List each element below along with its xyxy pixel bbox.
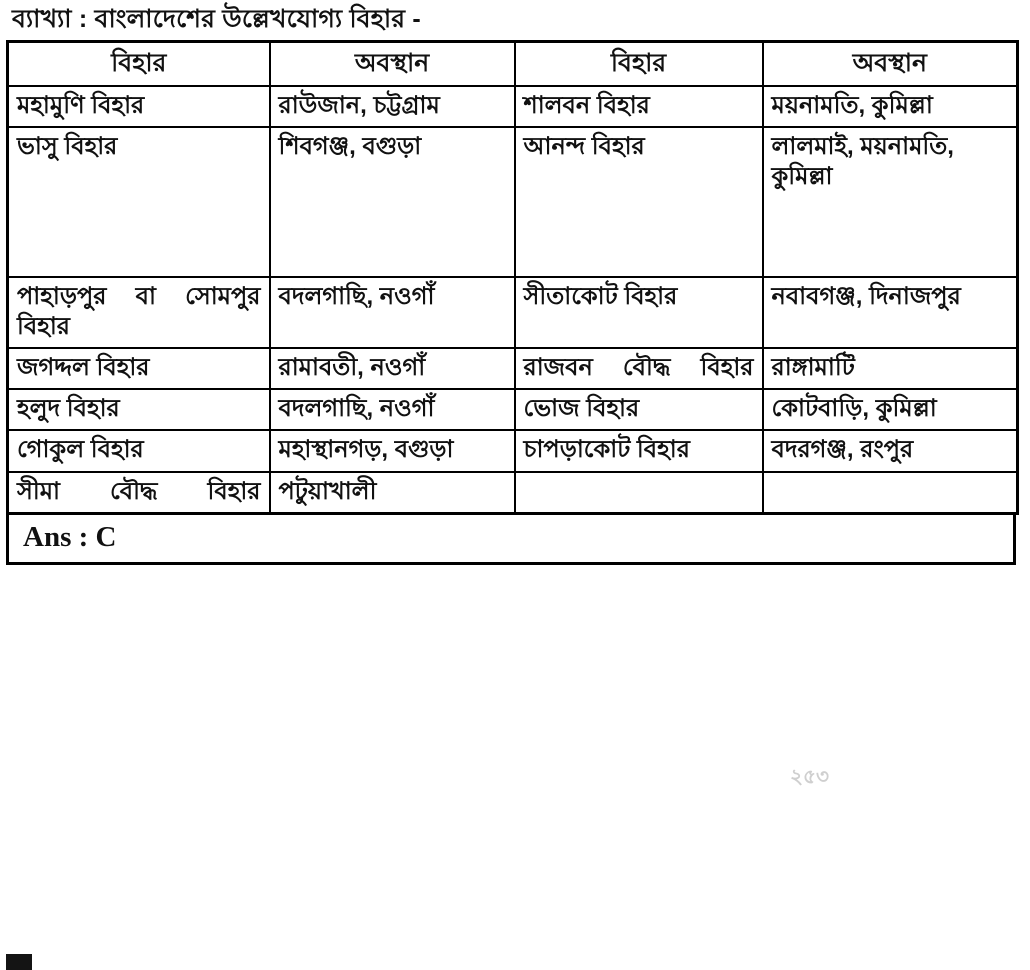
- explanation-heading: ব্যাখ্যা : বাংলাদেশের উল্লেখযোগ্য বিহার -: [12, 5, 421, 33]
- table-header-row: [8, 41, 1018, 86]
- table-row: [8, 277, 1018, 348]
- cell-bihar-right: রাজবন বৌদ্ধ বিহার: [515, 348, 763, 389]
- bullet-marker-icon: [6, 954, 32, 970]
- cell-bihar-right: চাপড়াকোট বিহার: [515, 430, 763, 471]
- table-row: [8, 86, 1018, 127]
- cell-location-left: রাউজান, চট্টগ্রাম: [270, 86, 515, 127]
- cell-bihar-right: সীতাকোট বিহার: [515, 277, 763, 348]
- cell-location-right: কোটবাড়ি, কুমিল্লা: [763, 389, 1018, 430]
- cell-bihar-right: ভোজ বিহার: [515, 389, 763, 430]
- cell-bihar-right: আনন্দ বিহার: [515, 127, 763, 277]
- bottom-page-strip: [6, 952, 1016, 970]
- column-header-bihar-right: বিহার: [515, 41, 763, 86]
- cell-location-right: লালমাই, ময়নামতি, কুমিল্লা: [763, 127, 1018, 277]
- table-row: [8, 389, 1018, 430]
- cell-bihar-left: পাহাড়পুর বা সোমপুর বিহার: [8, 277, 270, 348]
- cell-location-left: মহাস্থানগড়, বগুড়া: [270, 430, 515, 471]
- table-row: [8, 430, 1018, 471]
- cell-location-left: পটুয়াখালী: [270, 472, 515, 514]
- cell-bihar-right: [515, 472, 763, 514]
- column-header-bihar-left: বিহার: [8, 41, 270, 86]
- table-row: [8, 348, 1018, 389]
- cell-bihar-left: হলুদ বিহার: [8, 389, 270, 430]
- cell-bihar-right: শালবন বিহার: [515, 86, 763, 127]
- cell-location-right: নবাবগঞ্জ, দিনাজপুর: [763, 277, 1018, 348]
- table-row: [8, 127, 1018, 277]
- column-header-location-right: অবস্থান: [763, 41, 1018, 86]
- cell-bihar-left: মহামুণি বিহার: [8, 86, 270, 127]
- cell-location-left: বদলগাছি, নওগাঁ: [270, 277, 515, 348]
- column-header-location-left: অবস্থান: [270, 41, 515, 86]
- cell-location-right: ময়নামতি, কুমিল্লা: [763, 86, 1018, 127]
- faint-page-marking: ২৫৩: [790, 766, 829, 788]
- cell-bihar-left: ভাসু বিহার: [8, 127, 270, 277]
- cell-bihar-left: গোকুল বিহার: [8, 430, 270, 471]
- table-row: [8, 472, 1018, 514]
- cell-location-right: বদরগঞ্জ, রংপুর: [763, 430, 1018, 471]
- cell-location-right: রাঙ্গামাটি: [763, 348, 1018, 389]
- answer-label: Ans : C: [6, 515, 1016, 565]
- cell-bihar-left: সীমা বৌদ্ধ বিহার: [8, 472, 270, 514]
- cell-location-left: রামাবতী, নওগাঁ: [270, 348, 515, 389]
- cell-location-right: [763, 472, 1018, 514]
- cell-bihar-left: জগদ্দল বিহার: [8, 348, 270, 389]
- cell-location-left: শিবগঞ্জ, বগুড়া: [270, 127, 515, 277]
- cell-location-left: বদলগাছি, নওগাঁ: [270, 389, 515, 430]
- bihar-table: [6, 40, 1019, 515]
